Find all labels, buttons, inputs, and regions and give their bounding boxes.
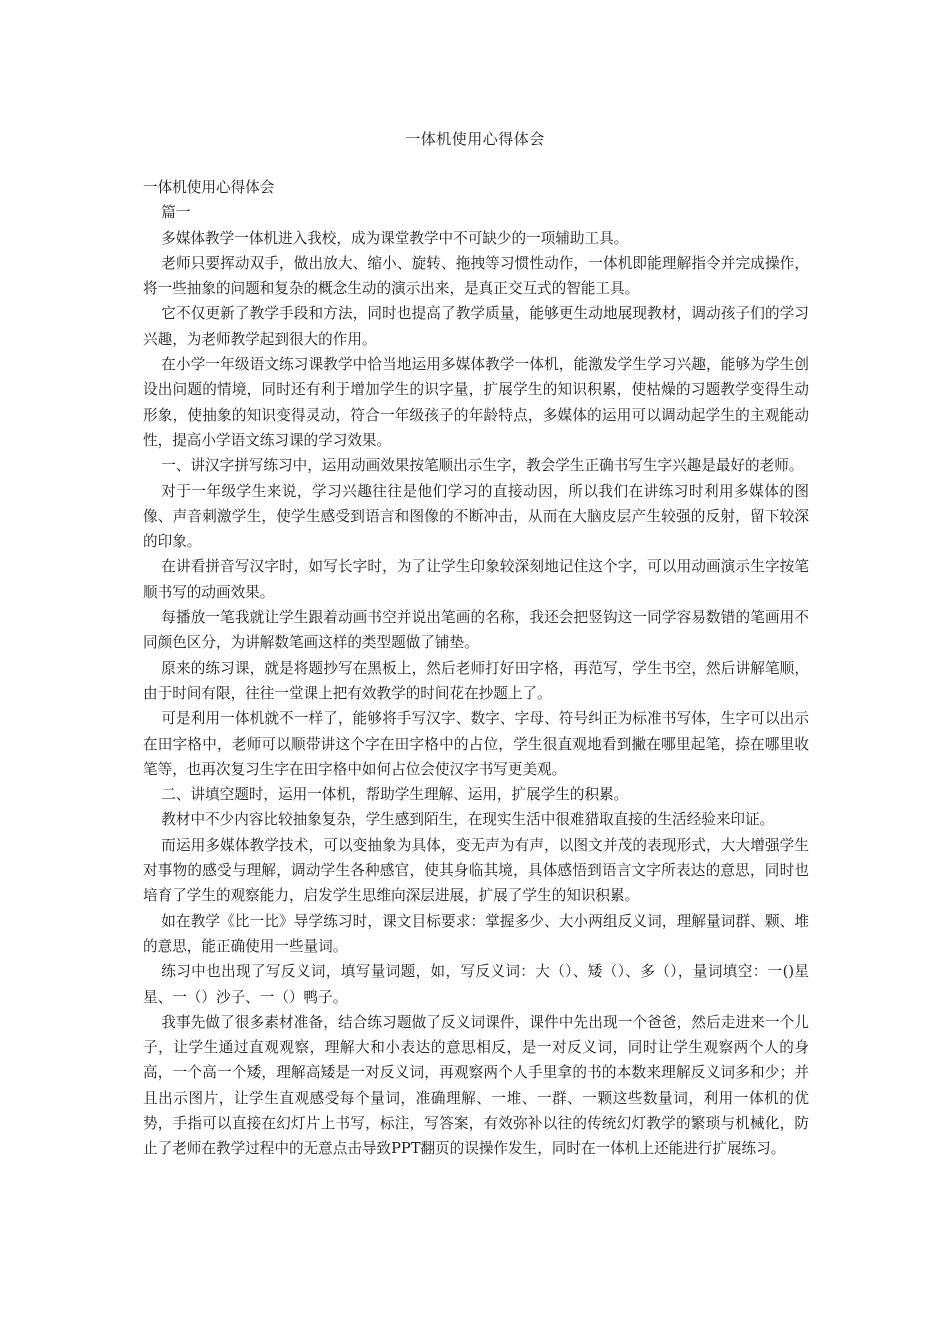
paragraph: 在讲看拼音写汉字时，如写长字时，为了让学生印象较深刻地记住这个字，可以用动画演示生字按笔顺书写的动画效果。 bbox=[143, 558, 809, 601]
paragraph: 原来的练习课，就是将题抄写在黑板上，然后老师打好田字格，再范写，学生书空，然后讲解笔顺，由于时间有限，往往一堂课上把有效教学的时间花在抄题上了。 bbox=[143, 659, 809, 702]
section-label: 篇一 bbox=[161, 204, 191, 222]
paragraph: 教材中不少内容比较抽象复杂，学生感到陌生，在现实生活中很难猎取直接的生活经验来印证。 bbox=[161, 811, 775, 829]
paragraph: 对于一年级学生来说，学习兴趣往往是他们学习的直接动因，所以我们在讲练习时利用多媒体的图像、声音刺激学生，使学生感受到语言和图像的不断冲击，从而在大脑皮层产生较强的反射，留下较深的印象。 bbox=[143, 482, 809, 551]
document-body bbox=[143, 175, 809, 1162]
paragraph: 在小学一年级语文练习课教学中恰当地运用多媒体教学一体机，能激发学生学习兴趣，能够为学生创设出问题的情境，同时还有利于增加学生的识字量，扩展学生的知识积累，使枯燥的习题教学变得生动形象，使抽象的知识变得灵动，符合一年级孩子的年龄特点，多媒体的运用可以调动起学生的主观能动性，提高小学语文练习课的学习效果。 bbox=[143, 356, 809, 449]
paragraph: 我事先做了很多素材准备，结合练习题做了反义词课件，课件中先出现一个爸爸，然后走进来一个儿子，让学生通过直观观察，理解大和小表达的意思相反，是一对反义词，同时让学生观察两个人的身高，一个高一个矮，理解高矮是一对反义词，再观察两个人手里拿的书的本数来理解反义词多和少；并且出示图片，让学生直观感受每个量词，准确理解、一堆、一群、一颗这些数量词，利用一体机的优势，手指可以直接在幻灯片上书写，标注，写答案，有效弥补以往的传统幻灯教学的繁琐与机械化，防止了老师在教学过程中的无意点击导致PPT翻页的误操作发生，同时在一体机上还能进行扩展练习。 bbox=[143, 1013, 809, 1158]
paragraph: 老师只要挥动双手，做出放大、缩小、旋转、拖拽等习惯性动作，一体机即能理解指令并完成操作，将一些抽象的问题和复杂的概念生动的演示出来，是真正交互式的智能工具。 bbox=[143, 254, 809, 298]
paragraph: 而运用多媒体教学技术，可以变抽象为具体，变无声为有声，以图文并茂的表现形式，大大增强学生对事物的感受与理解，调动学生各种感官，使其身临其境，具体感悟到语言文字所表达的意思，同时也培育了学生的观察能力，启发学生思维向深层进展，扩展了学生的知识积累。 bbox=[143, 836, 809, 905]
paragraph: 它不仅更新了教学手段和方法，同时也提高了教学质量，能够更生动地展现教材，调动孩子们的学习兴趣，为老师教学起到很大的作用。 bbox=[143, 305, 809, 348]
paragraph: 每播放一笔我就让学生跟着动画书空并说出笔画的名称，我还会把竖钩这一同学容易数错的笔画用不同颜色区分，为讲解数笔画这样的类型题做了铺垫。 bbox=[143, 609, 809, 652]
paragraph: 如在教学《比一比》导学练习时，课文目标要求：掌握多少、大小两组反义词，理解量词群、颗、堆的意思，能正确使用一些量词。 bbox=[143, 912, 809, 955]
paragraph: 可是利用一体机就不一样了，能够将手写汉字、数字、字母、符号纠正为标准书写体，生字可以出示在田字格中，老师可以顺带讲这个字在田字格中的占位，学生很直观地看到撇在哪里起笔，捺在哪里收笔等，也再次复习生字在田字格中如何占位会使汉字书写更美观。 bbox=[143, 710, 809, 778]
document-title: 一体机使用心得体会 bbox=[405, 130, 545, 148]
paragraph: 练习中也出现了写反义词，填写量词题，如，写反义词：大（）、矮（）、多（），量词填空：一()星星、一（）沙子、一（）鸭子。 bbox=[143, 963, 809, 1006]
paragraph: 一、讲汉字拼写练习中，运用动画效果按笔顺出示生字，教会学生正确书写生字兴趣是最好的老师。 bbox=[161, 457, 804, 475]
paragraph: 多媒体教学一体机进入我校，成为课堂教学中不可缺少的一项辅助工具。 bbox=[161, 229, 629, 247]
body-heading: 一体机使用心得体会 bbox=[143, 179, 275, 196]
paragraph: 二、讲填空题时，运用一体机，帮助学生理解、运用，扩展学生的积累。 bbox=[161, 786, 629, 804]
